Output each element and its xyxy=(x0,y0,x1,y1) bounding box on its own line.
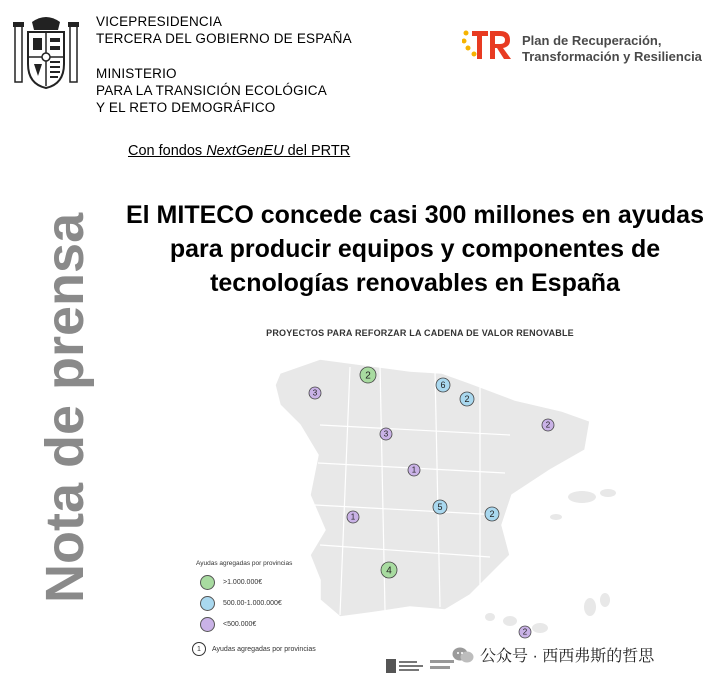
legend-item-mid xyxy=(200,596,282,611)
prtr-line: Transformación y Resiliencia xyxy=(522,49,702,64)
map-marker-label: 2 xyxy=(545,420,551,430)
ministerio-line: PARA LA TRANSICIÓN ECOLÓGICA xyxy=(96,83,327,98)
funding-line xyxy=(128,143,350,159)
funding-suffix: del PRTR xyxy=(283,143,351,159)
legend-item-low xyxy=(200,617,256,632)
map-marker-label: 2 xyxy=(464,394,470,405)
legend-count-symbol: 1 xyxy=(192,642,206,656)
headline xyxy=(110,198,720,300)
watermark-text: 公众号 · 西西弗斯的哲思 xyxy=(480,648,655,665)
watermark xyxy=(452,643,654,666)
vicepresidencia-text xyxy=(96,13,352,47)
ministerio-line: MINISTERIO xyxy=(96,66,177,81)
headline-line: El MITECO concede casi 300 millones en ayudas xyxy=(125,201,704,229)
prtr-line: Plan de Recuperación, xyxy=(522,33,662,48)
funding-prefix: Con fondos xyxy=(128,143,207,159)
legend-count-item xyxy=(192,642,316,656)
map-title: PROYECTOS PARA REFORZAR LA CADENA DE VALOR RENOVABLE xyxy=(266,328,574,338)
legend-count-label: Ayudas agregadas por provincias xyxy=(212,645,316,653)
map-marker-label: 6 xyxy=(440,380,446,391)
nota-de-prensa-label: Nota de prensa xyxy=(35,212,95,603)
wechat-icon xyxy=(452,646,474,664)
legend-item-high xyxy=(200,575,262,590)
legend-label: >1.000.000€ xyxy=(223,579,263,586)
canary-islands xyxy=(600,593,610,607)
funding-nextgeneu: NextGenEU xyxy=(206,143,284,159)
footer-logo-icon xyxy=(386,657,456,675)
prtr-logo-icon xyxy=(462,25,514,65)
map-marker-label: 2 xyxy=(522,627,528,637)
vicepresidencia-line: VICEPRESIDENCIA xyxy=(96,14,223,29)
balearic-islands xyxy=(568,491,596,503)
legend-swatch-blue xyxy=(200,596,215,611)
coat-of-arms-icon xyxy=(12,12,80,94)
legend-label: <500.000€ xyxy=(223,621,257,628)
legend-label: 500.00-1.000.000€ xyxy=(223,600,282,607)
peninsula-shape xyxy=(275,359,590,617)
map-marker-label: 2 xyxy=(489,509,495,520)
map-marker-label: 3 xyxy=(383,429,389,439)
prtr-text xyxy=(522,33,702,65)
canary-islands xyxy=(584,598,596,616)
balearic-islands xyxy=(600,489,616,497)
map-marker-label: 2 xyxy=(365,370,371,382)
headline-line: para producir equipos y componentes de xyxy=(169,235,661,263)
map-marker-label: 1 xyxy=(411,465,417,475)
canary-islands xyxy=(503,616,517,626)
vicepresidencia-line: TERCERA DEL GOBIERNO DE ESPAÑA xyxy=(96,31,352,46)
headline-line: tecnologías renovables en España xyxy=(210,269,620,297)
map-marker-label: 1 xyxy=(350,512,356,522)
map-marker-label: 3 xyxy=(312,388,318,398)
ministerio-line: Y EL RETO DEMOGRÁFICO xyxy=(96,100,276,115)
ministerio-text xyxy=(96,65,327,116)
canary-islands xyxy=(532,623,548,633)
map-marker-label: 4 xyxy=(386,565,392,577)
balearic-islands xyxy=(550,514,562,520)
map-marker-label: 5 xyxy=(437,502,443,513)
legend-swatch-purple xyxy=(200,617,215,632)
canary-islands xyxy=(485,613,495,621)
legend-swatch-green xyxy=(200,575,215,590)
legend-title: Ayudas agregadas por provincias xyxy=(196,560,293,567)
